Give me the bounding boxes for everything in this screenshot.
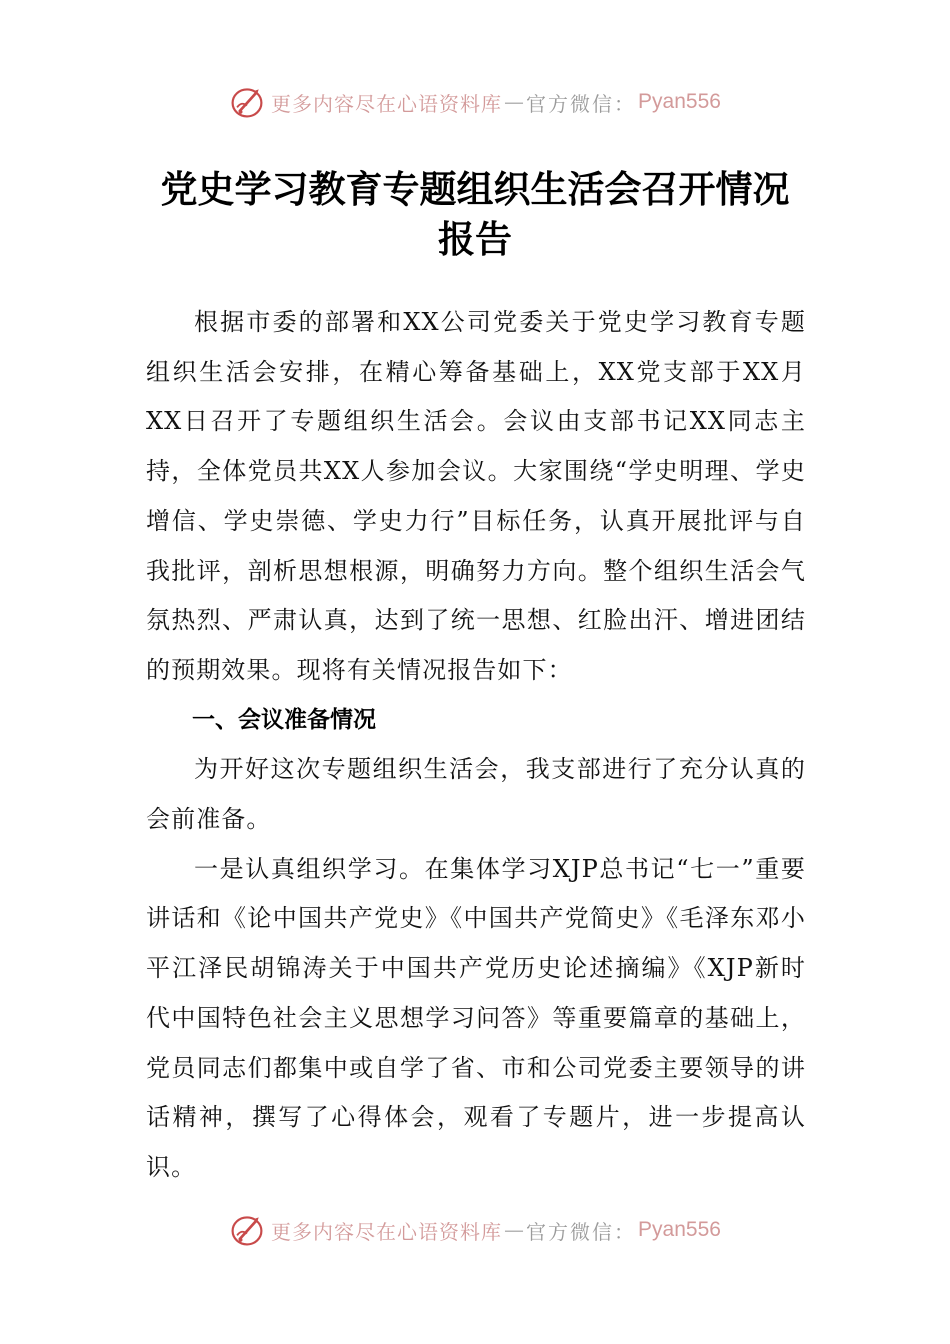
watermark-main-text: 更多内容尽在心语资料库 xyxy=(271,91,503,116)
watermark-main-text: 更多内容尽在心语资料库 xyxy=(271,1219,503,1244)
watermark-dash: — xyxy=(504,1218,525,1242)
section-paragraph: 为开好这次专题组织生活会，我支部进行了充分认真的会前准备。 xyxy=(146,755,806,834)
section-paragraph: 一是认真组织学习。在集体学习XJP总书记“七一”重要讲话和《论中国共产党史》《中国共产党简史》《毛泽东邓小平江泽民胡锦涛关于中国共产党历史论述摘编》《XJP新时代中国特色社会主义思想学习问答》等重要篇章的基础上，党员同志们都集中或自学了省、市和公司党委主要领导的讲话精神，撰写了心得体会，观看了专题片，进一步提高认识。 xyxy=(146,854,806,1181)
pen-logo-icon xyxy=(229,84,265,120)
document-body xyxy=(146,298,806,1193)
header-watermark xyxy=(0,80,950,124)
footer-watermark xyxy=(0,1208,950,1252)
document-title: 党史学习教育专题组织生活会召开情况报告 xyxy=(160,167,790,261)
pen-logo-icon xyxy=(229,1212,265,1248)
watermark-wechat-handle: Pyan556 xyxy=(638,90,721,113)
section-heading: 一、会议准备情况 xyxy=(192,706,376,733)
watermark-wechat-label: 官方微信： xyxy=(526,91,637,116)
watermark-wechat-handle: Pyan556 xyxy=(638,1218,721,1241)
watermark-wechat-label: 官方微信： xyxy=(526,1219,637,1244)
intro-paragraph: 根据市委的部署和XX公司党委关于党史学习教育专题组织生活会安排，在精心筹备基础上，XX党支部于XX月XX日召开了专题组织生活会。会议由支部书记XX同志主持，全体党员共XX人参加会议。大家围绕“学史明理、学史增信、学史崇德、学史力行”目标任务，认真开展批评与自我批评，剖析思想根源，明确努力方向。整个组织生活会气氛热烈、严肃认真，达到了统一思想、红脸出汗、增进团结的预期效果。现将有关情况报告如下： xyxy=(146,308,806,684)
watermark-dash: — xyxy=(504,90,525,114)
